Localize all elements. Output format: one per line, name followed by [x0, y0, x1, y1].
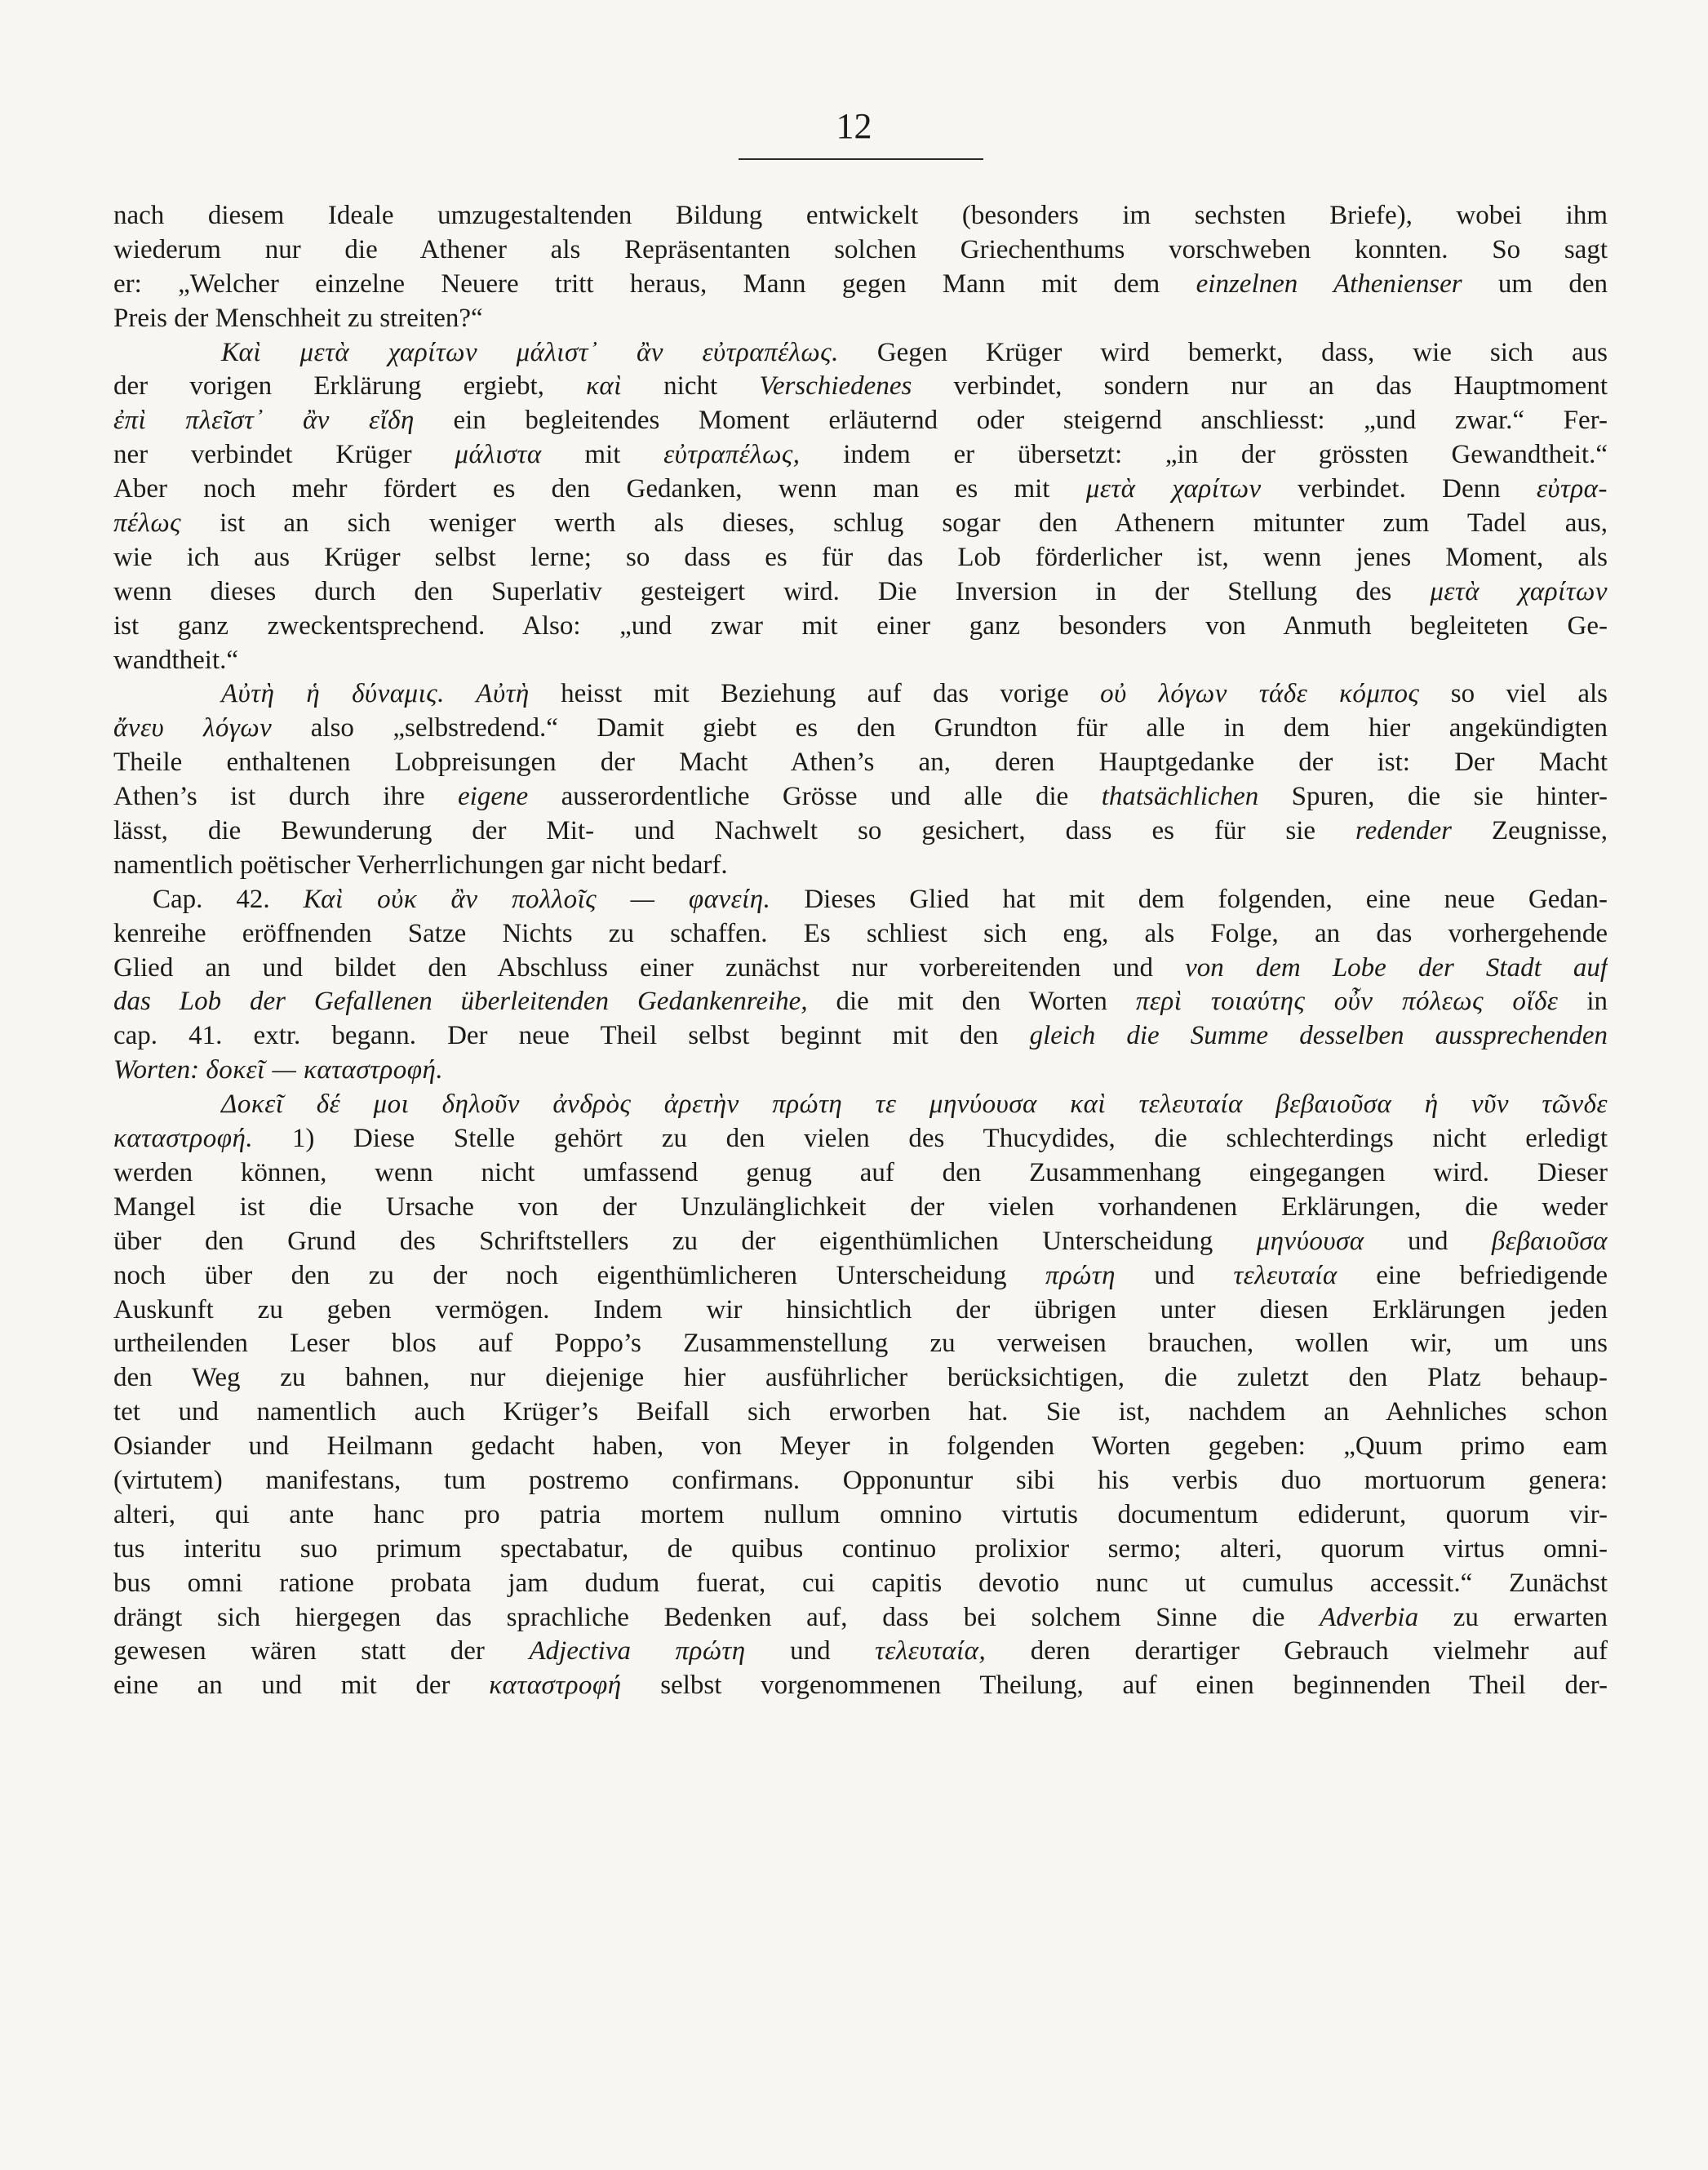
text-segment: verbindet. Denn: [1261, 474, 1537, 504]
text-line: [113, 1156, 1608, 1191]
greek-text: εὐτρα-: [1536, 474, 1608, 504]
greek-text: μάλιστα: [455, 440, 542, 470]
text-segment: über den Grund des Schriftstellers zu der eigenthümlichen Unterscheidung: [113, 1226, 1257, 1256]
text-segment: heisst mit Beziehung auf das vorige: [529, 679, 1101, 709]
text-line: [113, 1019, 1608, 1054]
greek-text: μετὰ χαρίτων: [1430, 576, 1608, 606]
text-line: [113, 438, 1608, 473]
text-segment: wandtheit.“: [113, 645, 239, 675]
text-segment: die mit den Worten: [807, 987, 1136, 1017]
emphasis-text: thatsächlichen: [1101, 782, 1259, 812]
text-line: [113, 404, 1608, 438]
text-line: [113, 1567, 1608, 1601]
text-line: [113, 746, 1608, 780]
emphasis-text: von dem Lobe der Stadt auf: [1185, 952, 1608, 983]
text-segment: den Weg zu bahnen, nur diejenige hier ausführlicher berücksichtigen, die zuletzt den Platz behaup-: [113, 1363, 1608, 1393]
page-number: 12: [836, 106, 872, 146]
text-segment: wie ich aus Krüger selbst lerne; so dass es für das Lob förderlicher ist, wenn jenes Moment, als: [113, 542, 1608, 572]
greek-text: περὶ τοιαύτης οὖν πόλεως οἵδε: [1135, 987, 1559, 1017]
text-segment: Zeugnisse,: [1451, 816, 1608, 846]
text-segment: und: [1115, 1260, 1234, 1290]
text-line: [113, 507, 1608, 541]
emphasis-text: eigene: [458, 782, 529, 812]
text-segment: nicht: [621, 371, 760, 402]
text-line: [113, 1054, 1608, 1088]
emphasis-text: einzelnen Athenienser: [1196, 268, 1462, 299]
text-line: [113, 1361, 1608, 1396]
text-segment: Preis der Menschheit zu streiten?“: [113, 303, 483, 333]
text-segment: mit: [541, 440, 664, 470]
text-segment: Aber noch mehr fördert es den Gedanken, wenn man es mit: [113, 474, 1086, 504]
greek-text: πρώτη: [675, 1636, 746, 1666]
greek-text: πρώτη: [1045, 1260, 1116, 1290]
greek-text: καταστροφή: [489, 1671, 622, 1701]
text-segment: drängt sich hiergegen das sprachliche Bedenken auf, dass bei solchem Sinne die: [113, 1602, 1320, 1632]
text-segment: 1) Diese Stelle gehört zu den vielen des Thucydides, die schlechterdings nicht erledigt: [253, 1124, 1608, 1154]
emphasis-text: Verschiedenes: [759, 371, 912, 402]
text-segment: ausserordentliche Grösse und alle die: [528, 782, 1102, 812]
text-segment: bus omni ratione probata jam dudum fuerat, cui capitis devotio nunc ut cumulus accessit.“ Zunächst: [113, 1568, 1608, 1598]
text-segment: wiederum nur die Athener als Repräsentanten solchen Griechenthums vorschweben konnten. So sagt: [113, 234, 1608, 264]
text-segment: tus interitu suo primum spectabatur, de quibus continuo prolixior sermo; alteri, quorum virtus omni-: [113, 1533, 1608, 1564]
text-segment: Glied an und bildet den Abschluss einer zunächst nur vorbereitenden und: [113, 952, 1186, 983]
greek-text: Καὶ μετὰ χαρίτων μάλιστ᾽ ἂν εὐτραπέλως.: [221, 337, 839, 367]
greek-text: μετὰ χαρίτων: [1085, 474, 1262, 504]
text-line: [113, 1396, 1608, 1430]
text-segment: Osiander und Heilmann gedacht haben, von Meyer in folgenden Worten gegeben: „Quum primo eam: [113, 1431, 1608, 1462]
text-segment: ist ganz zweckentsprechend. Also: „und zwar mit einer ganz besonders von Anmuth begleiteten Ge-: [113, 610, 1608, 641]
text-segment: ein begleitendes Moment erläuternd oder steigernd anschliesst: „und zwar.“ Fer-: [414, 406, 1608, 436]
text-line: [113, 952, 1608, 986]
text-line: [113, 1669, 1608, 1703]
text-segment: Gegen Krüger wird bemerkt, dass, wie sich aus: [838, 337, 1608, 367]
greek-text: ἄνευ λόγων: [113, 713, 273, 743]
text-line: [113, 712, 1608, 746]
text-segment: der vorigen Erklärung ergiebt,: [113, 371, 587, 402]
text-segment: und: [745, 1636, 876, 1666]
text-segment: Mangel ist die Ursache von der Unzulänglichkeit der vielen vorhandenen Erklärungen, die weder: [113, 1192, 1608, 1222]
body-text: [113, 199, 1608, 1703]
greek-text: καταστροφή.: [113, 1124, 254, 1154]
greek-text: Δοκεῖ δέ μοι δηλοῦν ἀνδρὸς ἀρετὴν πρώτη τε μηνύουσα καὶ τελευταία βεβαιοῦσα ἡ νῦν τῶνδε: [221, 1089, 1608, 1120]
text-segment: (virtutem) manifestans, tum postremo confirmans. Opponuntur sibi his verbis duo mortuorum genera:: [113, 1465, 1608, 1495]
text-segment: [631, 1636, 676, 1666]
text-line: [113, 1464, 1608, 1498]
text-segment: [445, 679, 476, 708]
greek-text: δοκεῖ — καταστροφή.: [206, 1055, 444, 1085]
text-segment: alteri, qui ante hanc pro patria mortem nullum omnino virtutis documentum ediderunt, quorum vir-: [113, 1499, 1608, 1529]
text-segment: und: [1364, 1226, 1492, 1256]
greek-text: οὐ λόγων τάδε κόμπος: [1100, 679, 1420, 709]
text-segment: ner verbindet Krüger: [113, 440, 455, 470]
text-line: [113, 1294, 1608, 1328]
text-segment: ist an sich weniger werth als dieses, schlug sogar den Athenern mitunter zum Tadel aus,: [181, 508, 1608, 539]
text-line: [113, 336, 1608, 371]
text-line: [113, 1327, 1608, 1361]
emphasis-text: Worten:: [113, 1055, 206, 1085]
text-segment: also „selbstredend.“ Damit giebt es den Grundton für alle in dem hier angekündigten: [272, 713, 1608, 743]
text-segment: zu erwarten: [1418, 1602, 1608, 1632]
text-line: [113, 575, 1608, 610]
text-segment: verbindet, sondern nur an das Hauptmoment: [912, 371, 1608, 402]
text-segment: lässt, die Bewunderung der Mit- und Nachwelt so gesichert, dass es für sie: [113, 816, 1356, 846]
text-line: [113, 985, 1608, 1019]
text-line: [113, 370, 1608, 404]
text-segment: Spuren, die sie hinter-: [1258, 782, 1608, 812]
text-line: [113, 780, 1608, 814]
text-line: [113, 1191, 1608, 1225]
emphasis-text: das Lob der Gefallenen überleitenden Gedankenreihe,: [113, 987, 808, 1017]
header-rule: [739, 158, 983, 160]
text-segment: in: [1558, 987, 1608, 1017]
text-line: [113, 814, 1608, 849]
text-line: [113, 1225, 1608, 1259]
text-segment: Dieses Glied hat mit dem folgenden, eine neue Gedan-: [770, 884, 1608, 914]
text-segment: gewesen wären statt der: [113, 1636, 530, 1666]
emphasis-text: redender: [1355, 816, 1452, 846]
text-segment: nach diesem Ideale umzugestaltenden Bildung entwickelt (besonders im sechsten Briefe), wobei ihm: [113, 201, 1608, 230]
text-line: [113, 199, 1608, 233]
text-line: [113, 302, 1608, 336]
text-line: [113, 1635, 1608, 1669]
text-line: [113, 1259, 1608, 1294]
text-segment: er: „Welcher einzelne Neuere tritt heraus, Mann gegen Mann mit dem: [113, 268, 1196, 299]
text-segment: indem er übersetzt: „in der grössten Gewandtheit.“: [800, 440, 1608, 470]
text-segment: Auskunft zu geben vermögen. Indem wir hinsichtlich der übrigen unter diesen Erklärungen jeden: [113, 1294, 1608, 1325]
text-line: [113, 473, 1608, 507]
text-line: [113, 1122, 1608, 1156]
text-segment: tet und namentlich auch Krüger’s Beifall sich erworben hat. Sie ist, nachdem an Aehnliches schon: [113, 1397, 1608, 1427]
text-line: [113, 849, 1608, 883]
text-line: [113, 883, 1608, 917]
greek-text: Αὐτὴ: [476, 679, 530, 709]
emphasis-text: Adverbia: [1320, 1602, 1419, 1632]
text-segment: cap. 41. extr. begann. Der neue Theil selbst beginnt mit den: [113, 1021, 1030, 1051]
greek-text: εὐτραπέλως,: [663, 440, 801, 470]
text-line: [113, 1498, 1608, 1533]
text-segment: Theile enthaltenen Lobpreisungen der Macht Athen’s an, deren Hauptgedanke der ist: Der Macht: [113, 748, 1608, 778]
text-segment: selbst vorgenommenen Theilung, auf einen beginnenden Theil der-: [621, 1671, 1608, 1701]
text-line: [113, 268, 1608, 302]
greek-text: πέλως: [113, 508, 182, 539]
text-segment: eine befriedigende: [1337, 1260, 1608, 1290]
text-segment: so viel als: [1419, 679, 1608, 709]
text-line: [113, 1601, 1608, 1635]
greek-text: τελευταία,: [875, 1636, 987, 1666]
text-line: [113, 1430, 1608, 1464]
text-segment: um den: [1462, 268, 1608, 299]
text-segment: wenn dieses durch den Superlativ gesteigert wird. Die Inversion in der Stellung des: [113, 576, 1431, 606]
greek-text: ἐπὶ πλεῖστ᾽ ἂν εἴδη: [113, 406, 415, 436]
text-segment: Cap. 42.: [153, 884, 304, 914]
text-line: [113, 1533, 1608, 1567]
greek-text: Καὶ οὐκ ἂν πολλοῖς — φανείη.: [303, 884, 771, 914]
greek-text: βεβαιοῦσα: [1491, 1226, 1608, 1256]
text-line: [113, 233, 1608, 268]
text-segment: noch über den zu der noch eigenthümlicheren Unterscheidung: [113, 1260, 1045, 1290]
text-segment: Athen’s ist durch ihre: [113, 782, 459, 812]
text-segment: kenreihe eröffnenden Satze Nichts zu schaffen. Es schliest sich eng, als Folge, an das vorhergehende: [113, 918, 1608, 948]
text-segment: urtheilenden Leser blos auf Poppo’s Zusammenstellung zu verweisen brauchen, wollen wir, um uns: [113, 1329, 1608, 1359]
text-line: [113, 644, 1608, 678]
text-line: [113, 1088, 1608, 1122]
text-segment: werden können, wenn nicht umfassend genug auf den Zusammenhang eingegangen wird. Dieser: [113, 1157, 1608, 1187]
text-segment: namentlich poëtischer Verherrlichungen gar nicht bedarf.: [113, 850, 728, 880]
text-line: [113, 541, 1608, 575]
emphasis-text: gleich die Summe desselben aussprechenden: [1029, 1021, 1608, 1051]
greek-text: τελευταία: [1233, 1260, 1338, 1290]
text-segment: eine an und mit der: [113, 1671, 490, 1701]
text-segment: deren derartiger Gebrauch vielmehr auf: [986, 1636, 1608, 1666]
greek-text: καὶ: [586, 371, 622, 402]
greek-text: μηνύουσα: [1256, 1226, 1364, 1256]
text-line: [113, 917, 1608, 952]
text-line: [113, 610, 1608, 644]
greek-text: Αὐτὴ ἡ δύναμις.: [221, 679, 445, 709]
text-line: [113, 677, 1608, 712]
emphasis-text: Adjectiva: [529, 1636, 631, 1666]
